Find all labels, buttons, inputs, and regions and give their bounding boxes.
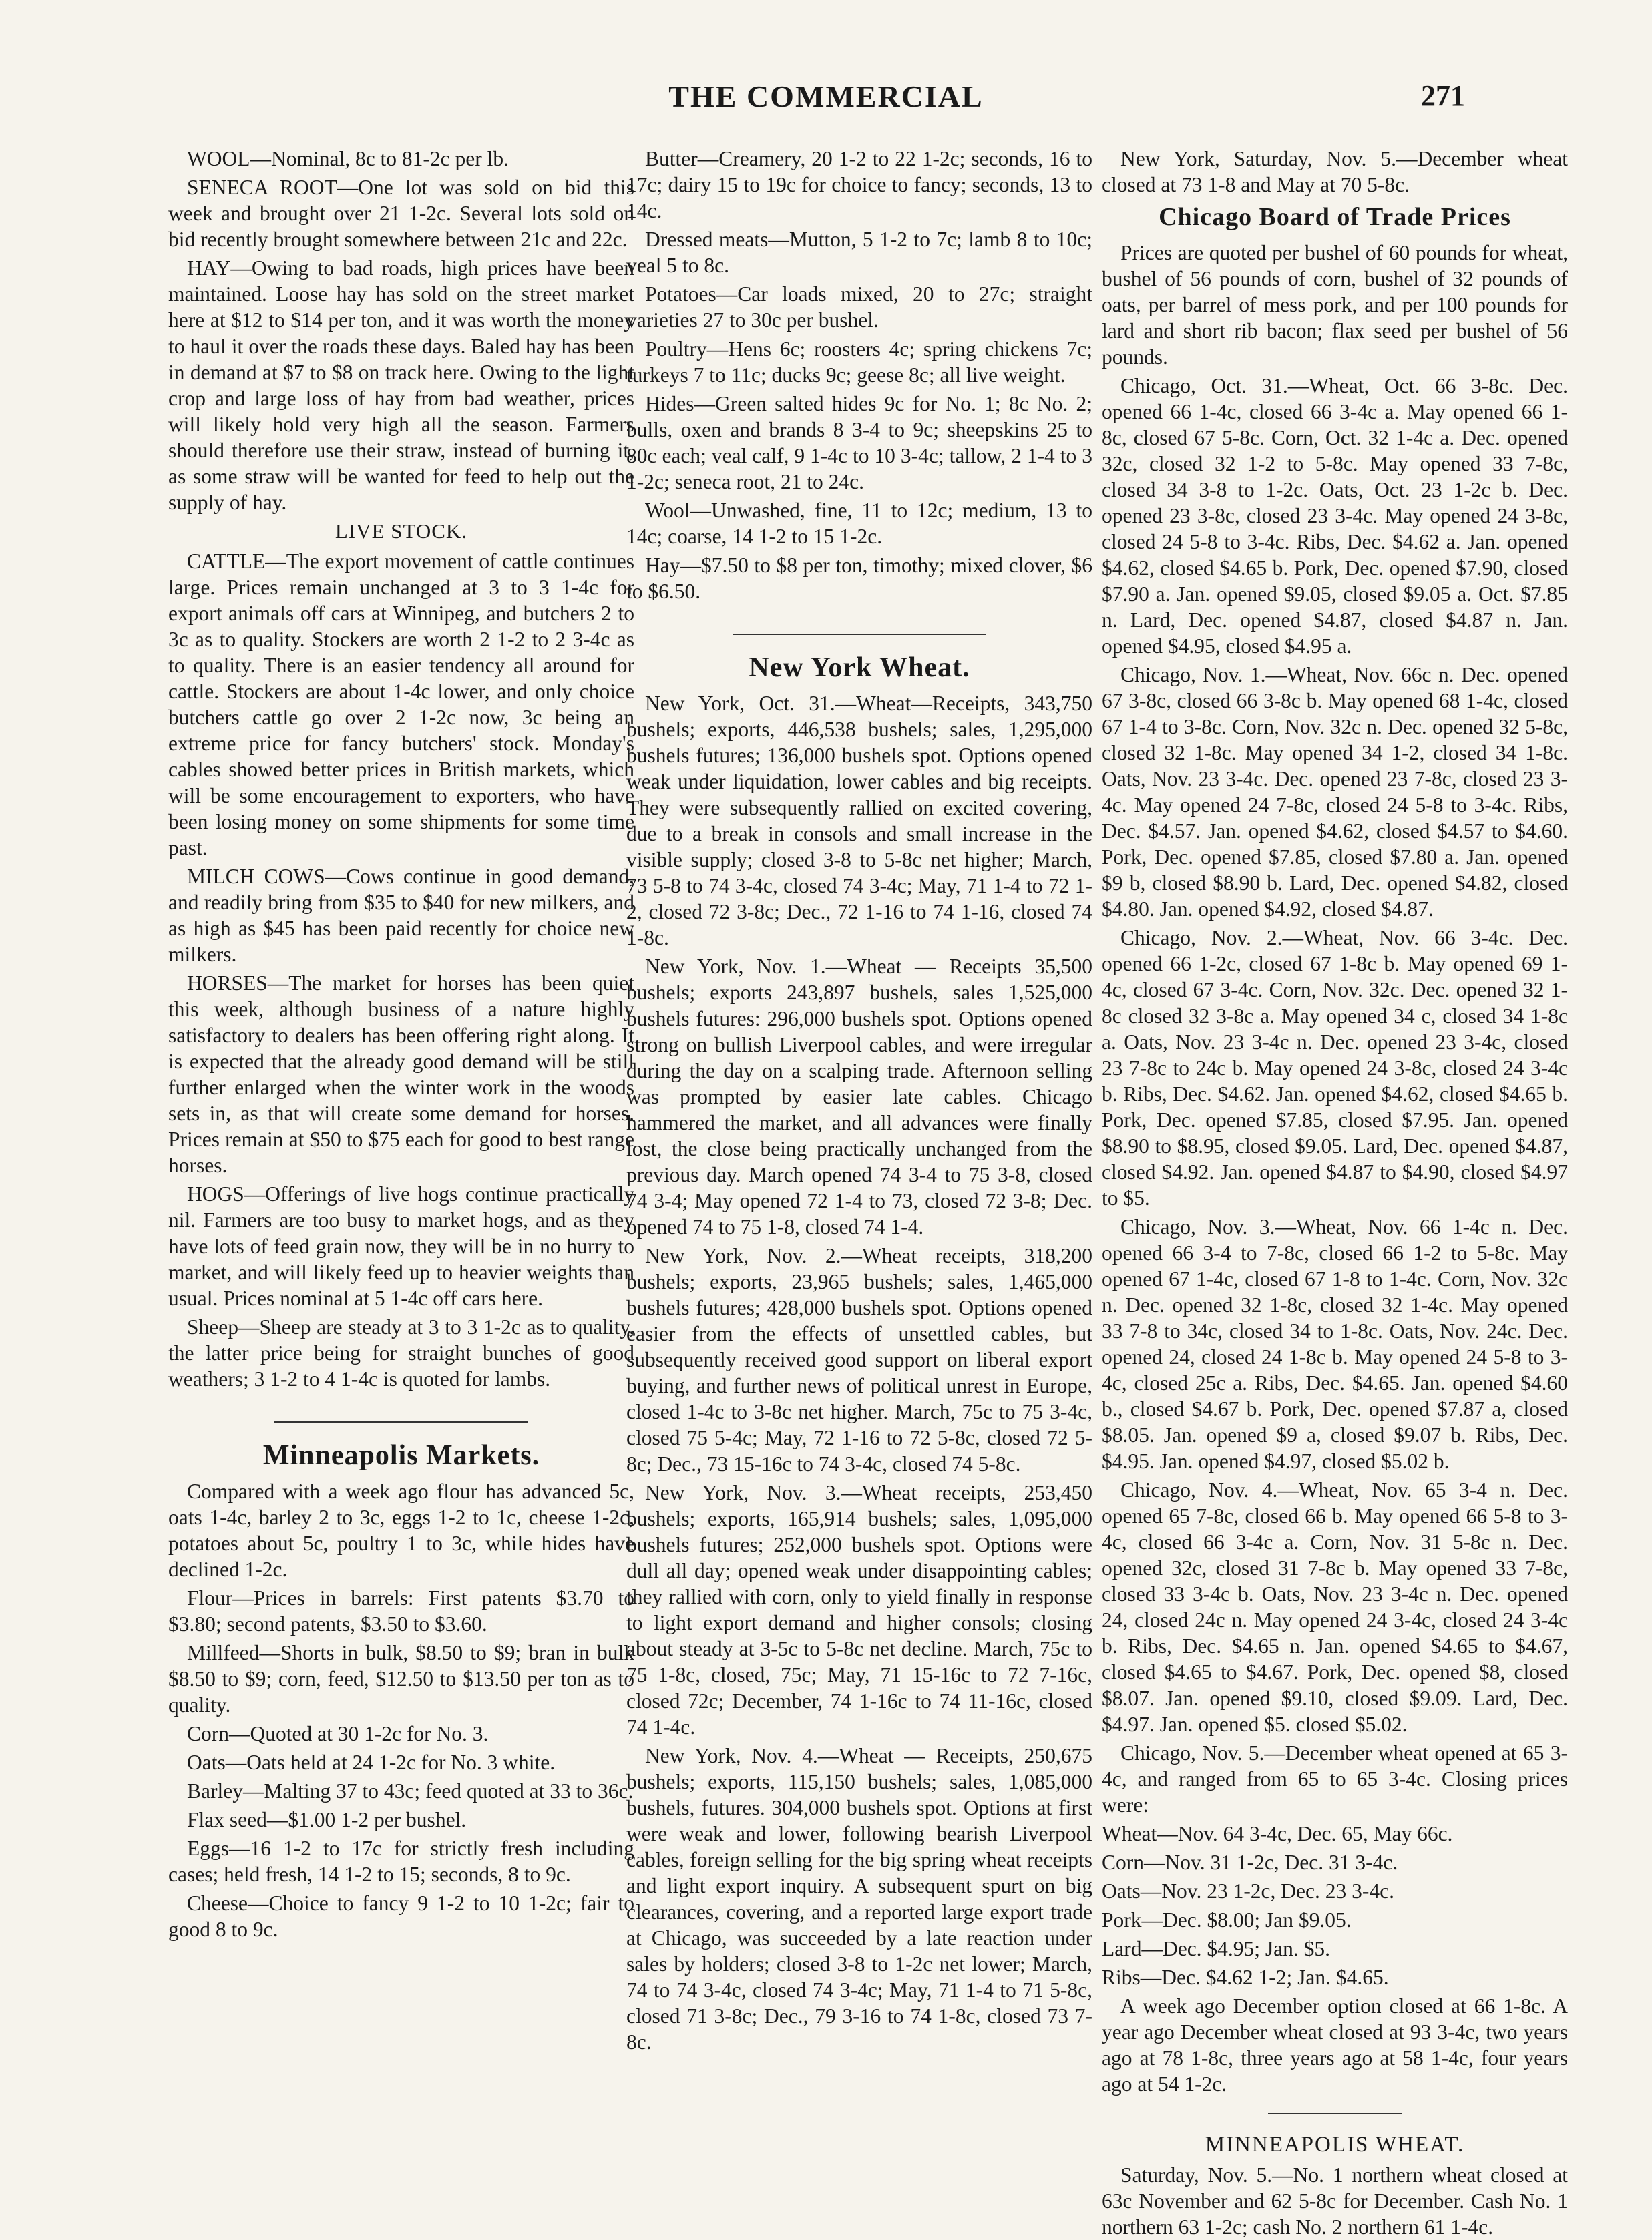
market-item-seneca-root: SENECA ROOT—One lot was sold on bid this week and brought over 21 1-2c. Several lots sold on bid recently brought somewhere between 21c and 22c. [168,176,634,251]
closing-price-oats: Oats—Nov. 23 1-2c, Dec. 23 3-4c. [1102,1879,1394,1903]
chicago-report-nov-1: Chicago, Nov. 1.—Wheat, Nov. 66c n. Dec. opened 67 3-8c, closed 66 3-8c b. May opened 68 1-4c, closed 67 1-4 to 3-8c. Corn, Nov. 32c n. Dec. opened 32 5-8c, closed 32 1-8c. May opened 34 1-2, closed 34 1-8c. Oats, Nov. 23 3-4c. Dec. opened 23 7-8c, closed 23 3-4c. May opened 24 7-8c, closed 24 5-8 to 3-4c. Ribs, Dec. $4.57. Jan. opened $4.62, closed $4.57 to $4.60. Pork, Dec. opened $7.85, closed $7.80 a. Jan. opened $9 b, closed $8.90 b. Lard, Dec. opened $4.82, closed $4.80. Jan. opened $4.92, closed $4.87. [1102,663,1568,921]
market-item-wool-unwashed: Wool—Unwashed, fine, 11 to 12c; medium, 13 to 14c; coarse, 14 1-2 to 15 1-2c. [626,499,1092,548]
column-3 [1102,146,1568,2239]
section-divider [274,1421,528,1423]
chicago-report-nov-3: Chicago, Nov. 3.—Wheat, Nov. 66 1-4c n. Dec. opened 66 3-4 to 7-8c, closed 66 1-2 to 5-8c. May opened 67 1-4c, closed 67 1-8 to 1-4c. Corn, Nov. 32c n. Dec. opened 32 1-8c, closed 32 1-4c. May opened 33 7-8 to 34c, closed 34 to 1-8c. Oats, Nov. 24c. Dec. opened 24, closed 24 1-8c b. May opened 24 5-8 to 3-4c, closed 25c a. Ribs, Dec. $4.65. Jan. opened $4.60 b., closed $4.67 b. Pork, Dec. opened $7.87 a, closed $8.05. Jan. opened $9 a, closed $9.07 b. Ribs, Dec. $4.95. Jan. opened $4.97, closed $5.02 b. [1102,1215,1568,1473]
ny-report-nov-4: New York, Nov. 4.—Wheat — Receipts, 250,675 bushels; exports, 115,150 bushels; sales, 1,085,000 bushels, futures. 304,000 bushels spot. Options at first were weak and lower, following bearish Liverpool cables, foreign selling for the big spring wheat receipts and light export inquiry. A subsequent spurt on big clearances, covering, and a reported large export trade at Chicago, was succeeded by a late reaction under sales by holders; closed 3-8 to 1-2c net lower; March, 74 to 74 3-4c, closed 74 3-4c; May, 71 1-4 to 71 5-8c, closed 71 3-8c; Dec., 79 3-16 to 74 1-8c, closed 73 7-8c. [626,1744,1092,2054]
market-item-butter: Butter—Creamery, 20 1-2 to 22 1-2c; seconds, 16 to 17c; dairy 15 to 19c for choice to fancy; seconds, 13 to 14c. [626,147,1092,222]
ny-report-nov-2: New York, Nov. 2.—Wheat receipts, 318,200 bushels; exports, 23,965 bushels; sales, 1,465,000 bushels futures; 428,000 bushels spot. Options opened easier from the effects of unsettled cables, but subsequently received good support on liberal export buying, and further news of political unrest in Europe, closed 1-4c to 3-8c net higher. March, 75c to 75 3-4c, closed 75 5-4c; May, 72 1-16 to 72 5-8c, closed 72 5-8c; Dec., 73 15-16c to 74 3-4c, closed 74 5-8c. [626,1244,1092,1476]
market-item-wool: WOOL—Nominal, 8c to 81-2c per lb. [187,147,509,170]
column-2 [626,146,1092,2189]
market-item-hogs: HOGS—Offerings of live hogs continue practically nil. Farmers are too busy to market hogs, and as they have lots of feed grain now, they will be in no hurry to market, and will likely feed up to heavier weights than usual. Prices nominal at 5 1-4c off cars here. [168,1182,634,1310]
minneapolis-corn: Corn—Quoted at 30 1-2c for No. 3. [187,1722,489,1745]
closing-price-wheat: Wheat—Nov. 64 3-4c, Dec. 65, May 66c. [1102,1822,1453,1845]
minneapolis-oats: Oats—Oats held at 24 1-2c for No. 3 white. [187,1751,556,1774]
ny-report-nov-5: New York, Saturday, Nov. 5.—December wheat closed at 73 1-8 and May at 70 5-8c. [1102,147,1568,196]
chicago-report-nov-4: Chicago, Nov. 4.—Wheat, Nov. 65 3-4 n. Dec. opened 65 7-8c, closed 66 b. May opened 66 5-8 to 3-4c, closed 66 3-4c a. Corn, Nov. 31 5-8c n. Dec. opened 32c, closed 31 7-8c b. May opened 33 7-8c, closed 33 3-4c b. Oats, Nov. 23 3-4c n. Dec. opened 24, closed 24c n. May opened 24 3-4c, closed 24 3-4c b. Ribs, Dec. $4.65 n. Jan. opened $4.65 to $4.67, closed $4.65 to $4.67. Pork, Dec. opened $8, closed $8.07. Jan. opened $9.10, closed $9.09. Lard, Dec. $4.97. Jan. opened $5. closed $5.02. [1102,1478,1568,1736]
column-1 [168,146,634,2189]
publication-title: THE COMMERCIAL [668,79,984,114]
minneapolis-barley: Barley—Malting 37 to 43c; feed quoted at 33 to 36c. [187,1779,634,1803]
section-divider [1268,2113,1402,2114]
market-item-cattle: CATTLE—The export movement of cattle continues large. Prices remain unchanged at 3 to 3 1-4c for export animals off cars at Winnipeg, and butchers 2 to 3c as to quality. Stockers are worth 2 1-2 to 2 3-4c as to quality. There is an easier tendency all around for cattle. Stockers are about 1-4c lower, and only choice butchers cattle go over 2 1-2c now, 3c being an extreme price for fancy butchers' stock. Monday's cables showed better prices in British markets, which will be some encouragement to exporters, who have been losing money on some shipments for some time past. [168,549,634,859]
market-item-hides: Hides—Green salted hides 9c for No. 1; 8c No. 2; bulls, oxen and brands 8 3-4 to 9c; sheepskins 25 to 80c each; veal calf, 9 1-4c to 10 3-4c; tallow, 2 1-4 to 3 1-2c; seneca root, 21 to 24c. [626,392,1092,493]
chicago-year-comparison: A week ago December option closed at 66 1-8c. A year ago December wheat closed at 93 3-4c, two years ago at 78 1-8c, three years ago at 58 1-4c, four years ago at 54 1-2c. [1102,1994,1568,2096]
section-divider [733,634,986,635]
minneapolis-cheese: Cheese—Choice to fancy 9 1-2 to 10 1-2c; fair to good 8 to 9c. [168,1891,634,1941]
market-item-sheep: Sheep—Sheep are steady at 3 to 3 1-2c as to quality, the latter price being for straight bunches of good weathers; 3 1-2 to 4 1-4c is quoted for lambs. [168,1315,634,1391]
ny-report-oct-31: New York, Oct. 31.—Wheat—Receipts, 343,750 bushels; exports, 446,538 bushels; sales, 1,295,000 bushels futures; 136,000 bushels spot. Options opened weak under liquidation, lower cables and big receipts. They were subsequently rallied on excited covering, due to a break in consols and small increase in the visible supply; closed 3-8 to 5-8c net higher; March, 73 5-8 to 74 3-4c, closed 74 3-4c; May, 71 1-4 to 72 1-2, closed 72 3-8c; Dec., 72 1-16 to 74 1-16, closed 74 1-8c. [626,692,1092,949]
market-item-hay: HAY—Owing to bad roads, high prices have been maintained. Loose hay has sold on the street market here at $12 to $14 per ton, and it was worth the money to haul it over the roads these days. Baled hay has been in demand at $7 to $8 on track here. Owing to the light crop and large loss of hay from bad weather, prices will likely hold very high all the season. Farmers should therefore use their straw, instead of burning it, as some straw will be wanted for feed to help out the supply of hay. [168,256,634,514]
live-stock-subheading: LIVE STOCK. [335,519,468,543]
market-item-milch-cows: MILCH COWS—Cows continue in good demand, and readily bring from $35 to $40 for new milkers, and as high as $45 has been paid recently for choice new milkers. [168,865,634,966]
ny-report-nov-3: New York, Nov. 3.—Wheat receipts, 253,450 bushels; exports, 165,914 bushels; sales, 1,095,000 bushels futures; 252,000 bushels spot. Options were dull all day; opened weak under disappointing cables; they rallied with corn, only to yield finally in response to light export demand and higher consols; closing about steady at 3-5c to 5-8c net decline. March, 75c to 75 1-8c, closed, 75c; May, 71 15-16c to 72 7-16c, closed 72c; December, 74 1-16c to 74 11-16c, closed 74 1-4c. [626,1481,1092,1739]
chicago-report-nov-2: Chicago, Nov. 2.—Wheat, Nov. 66 3-4c. Dec. opened 66 1-2c, closed 67 1-8c b. May opened 69 1-4c, closed 67 3-4c. Corn, Nov. 32c. Dec. opened 32 1-8c closed 32 3-8c a. May opened 34 c, closed 34 1-8c a. Oats, Nov. 23 3-4c n. Dec. opened 23 3-4c, closed 23 7-8c to 24c b. May opened 24 3-8c, closed 24 3-4c b. Ribs, Dec. $4.62. Jan. opened $4.62, closed $4.65 b. Pork, Dec. opened $7.85, closed $7.95. Jan. opened $8.90 to $8.95, closed $9.05. Lard, Dec. opened $4.87, closed $4.92. Jan. opened $4.87 to $4.90, closed $4.97 to $5. [1102,926,1568,1210]
market-item-dressed-meats: Dressed meats—Mutton, 5 1-2 to 7c; lamb 8 to 10c; veal 5 to 8c. [626,228,1092,277]
market-item-potatoes: Potatoes—Car loads mixed, 20 to 27c; straight varieties 27 to 30c per bushel. [626,282,1092,332]
new-york-wheat-heading: New York Wheat. [749,652,970,683]
closing-price-ribs: Ribs—Dec. $4.62 1-2; Jan. $4.65. [1102,1966,1389,1989]
chicago-board-heading: Chicago Board of Trade Prices [1159,203,1511,231]
chicago-report-oct-31: Chicago, Oct. 31.—Wheat, Oct. 66 3-8c. Dec. opened 66 1-4c, closed 66 3-4c a. May opened 66 1-8c, closed 67 5-8c. Corn, Oct. 32 1-4c a. Dec. opened 32c, closed 32 1-2 to 5-8c. May opened 33 7-8c, closed 34 3-8 to 1-2c. Oats, Oct. 23 1-2c b. Dec. opened 23 3-8c, closed 23 3-4c. May opened 24 3-8c, closed 24 5-8 to 3-4c. Ribs, Dec. $4.62 a. Jan. opened $4.62, closed $4.65 b. Pork, Dec. opened $7.90, closed $7.90 a. Jan. opened $9.05, closed $9.05 a. Oct. $7.85 n. Lard, Dec. opened $4.87, closed $4.87 n. Jan. opened $4.95, closed $4.95 a. [1102,374,1568,658]
minneapolis-wheat-report: Saturday, Nov. 5.—No. 1 northern wheat closed at 63c November and 62 5-8c for December. Cash No. 1 northern 63 1-2c; cash No. 2 northern 61 1-4c. [1102,2163,1568,2239]
minneapolis-markets-heading: Minneapolis Markets. [262,1440,540,1471]
closing-price-corn: Corn—Nov. 31 1-2c, Dec. 31 3-4c. [1102,1851,1398,1874]
minneapolis-flour: Flour—Prices in barrels: First patents $3.70 to $3.80; second patents, $3.50 to $3.60. [168,1586,634,1636]
market-item-hay-prices: Hay—$7.50 to $8 per ton, timothy; mixed clover, $6 to $6.50. [626,553,1092,603]
minneapolis-summary: Compared with a week ago flour has advanced 5c, oats 1-4c, barley 2 to 3c, eggs 1-2 to 1c, cheese 1-2c, potatoes about 5c, poultry 1 to 3c, while hides have declined 1-2c. [168,1480,634,1581]
closing-price-pork: Pork—Dec. $8.00; Jan $9.05. [1102,1908,1352,1932]
minneapolis-wheat-heading: MINNEAPOLIS WHEAT. [1205,2133,1465,2157]
closing-price-lard: Lard—Dec. $4.95; Jan. $5. [1102,1937,1331,1960]
page-header [0,79,1652,119]
ny-report-nov-1: New York, Nov. 1.—Wheat — Receipts 35,500 bushels; exports 243,897 bushels, sales 1,525,000 bushels futures: 296,000 bushels spot. Options opened strong on bullish Liverpool cables, and were irregular during the day on a scalping trade. Afternoon selling was prompted by easier late cables. Chicago hammered the market, and all advances were finally lost, the close being practically unchanged from the previous day. March opened 74 3-4 to 75 3-8, closed 74 3-4; May opened 72 1-4 to 73, closed 72 3-8; Dec. opened 74 to 75 1-8, closed 74 1-4. [626,955,1092,1239]
minneapolis-flax-seed: Flax seed—$1.00 1-2 per bushel. [187,1808,467,1831]
chicago-report-nov-5: Chicago, Nov. 5.—December wheat opened at 65 3-4c, and ranged from 65 to 65 3-4c. Closing prices were: [1102,1741,1568,1817]
page-number: 271 [1421,79,1465,112]
market-item-horses: HORSES—The market for horses has been quiet this week, although business of a nature highly satisfactory to dealers has been offering right along. It is expected that the already good demand will be still further enlarged when the winter work in the woods sets in, as that will create some demand for horses. Prices remain at $50 to $75 each for good to best range horses. [168,971,634,1177]
market-item-poultry: Poultry—Hens 6c; roosters 4c; spring chickens 7c; turkeys 7 to 11c; ducks 9c; geese 8c; all live weight. [626,337,1092,387]
chicago-price-note: Prices are quoted per bushel of 60 pounds for wheat, bushel of 56 pounds of corn, bushel of 32 pounds of oats, per barrel of mess pork, and per 100 pounds for lard and short rib bacon; flax seed per bushel of 56 pounds. [1102,241,1568,369]
minneapolis-millfeed: Millfeed—Shorts in bulk, $8.50 to $9; bran in bulk $8.50 to $9; corn, feed, $12.50 to $13.50 per ton as to quality. [168,1641,634,1717]
minneapolis-eggs: Eggs—16 1-2 to 17c for strictly fresh including cases; held fresh, 14 1-2 to 15; seconds, 8 to 9c. [168,1837,634,1886]
